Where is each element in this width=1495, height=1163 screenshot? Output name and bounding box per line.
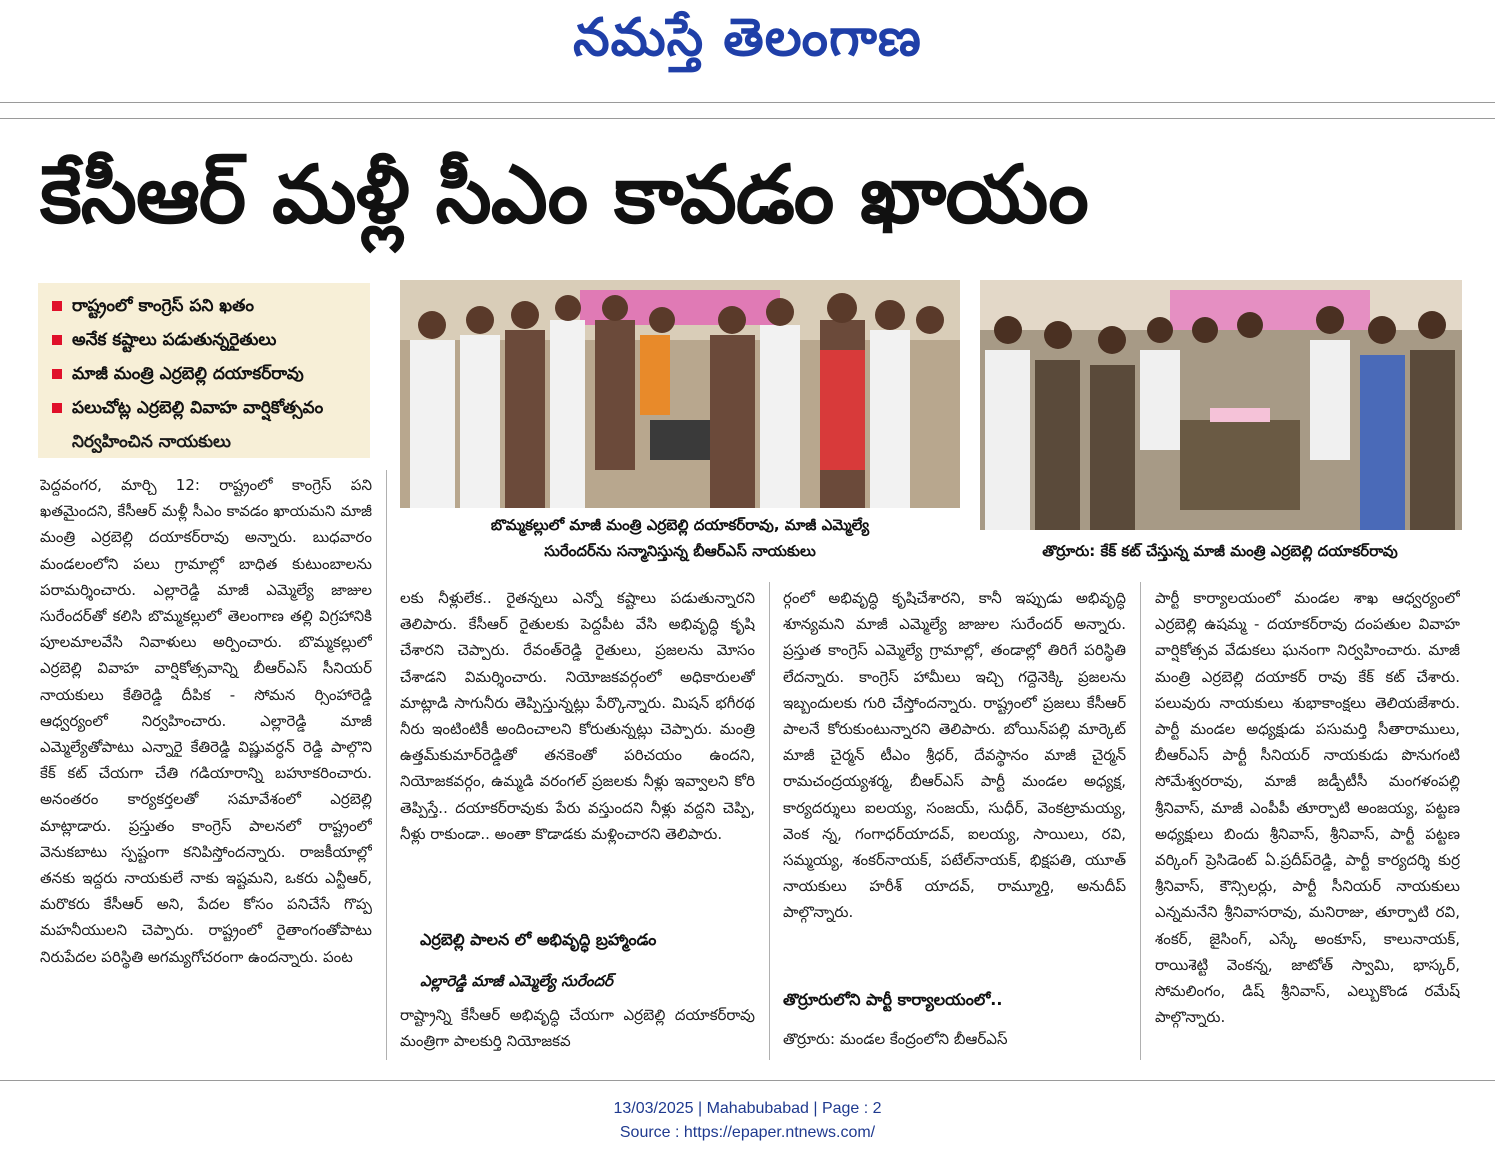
article-column-2 bbox=[400, 585, 755, 915]
bullet-icon bbox=[52, 301, 62, 311]
event-photo-torrur bbox=[980, 280, 1462, 530]
masthead-divider bbox=[0, 102, 1495, 103]
bullet-icon bbox=[52, 403, 62, 413]
page-bottom-rule bbox=[0, 1080, 1495, 1081]
highlight-text: మాజీ మంత్రి ఎర్రబెల్లి దయాకర్‌రావు bbox=[72, 364, 304, 384]
subheading: ఎర్రబెల్లి పాలన లో అభివృద్ధి బ్రహ్మాండం bbox=[420, 930, 657, 949]
masthead-title: నమస్తే తెలంగాణ bbox=[573, 8, 922, 68]
event-photo-bommakallu bbox=[400, 280, 960, 508]
article-text: పార్టీ కార్యాలయంలో మండల శాఖ ఆధ్వర్యంలో ఎర్రబెల్లి ఉషమ్మ - దయాకర్‌రావు దంపతుల వివాహ వార్షికోత్సవ వేడుకలు ఘనంగా నిర్వహించారు. మాజీ మంత్రి ఎర్రబెల్లి దయాకర్ రావు కేక్ కట్ చేశారు. పలువురు నాయకులు శుభాకాంక్షలు తెలియజేశారు. పార్టీ మండల అధ్యక్షుడు పసుమర్తి సీతారాములు, బీఆర్‌ఎస్ పార్టీ సీనియర్ నాయకుడు పొనుగంటి సోమేశ్వరరావు, మాజీ జడ్పీటీసీ మంగళంపల్లి శ్రీనివాస్, మాజీ ఎంపీపీ తూర్పాటి అంజయ్య, పట్టణ అధ్యక్షులు బిందు శ్రీనివాస్, శ్రీనివాస్, పార్టీ పట్టణ వర్కింగ్ ప్రెసిడెంట్ ఏ.ప్రదీప్‌రెడ్డి, పార్టీ కార్యదర్శి కుర్ర శ్రీనివాస్, కౌన్సిలర్లు, పార్టీ సీనియర్ నాయకులు ఎన్నమనేని శ్రీనివాసరావు, మనిరాజు, తూర్పాటి రవి, శంకర్, జైసింగ్, ఎస్కే అంకూస్, కాలునాయక్, రాయిశెట్టి వెంకన్న, జాటోత్ స్వామి, భాస్కర్, సోమలింగం, డిష్ శ్రీనివాస్, ఎల్బుకొండ రమేష్ పాల్గొన్నారు. bbox=[1155, 589, 1460, 1027]
article-column-3b bbox=[783, 1026, 1126, 1056]
article-column-1 bbox=[40, 472, 372, 1057]
article-text: రాష్ట్రాన్ని కేసీఆర్ అభివృద్ధి చేయగా ఎర్రబెల్లి దయాకర్‌రావు మంత్రిగా పాలకుర్తి నియోజకవ bbox=[400, 1006, 755, 1051]
footer-date-page: 13/03/2025 | Mahabubabad | Page : 2 bbox=[613, 1100, 882, 1117]
column-divider bbox=[769, 582, 770, 1060]
bullet-icon bbox=[52, 335, 62, 345]
highlight-text: అనేక కష్టాలు పడుతున్నరైతులు bbox=[72, 330, 277, 350]
article-text: తొర్రూరు: మండల కేంద్రంలోని బీఆర్‌ఎస్ bbox=[783, 1030, 1008, 1048]
highlight-item bbox=[46, 357, 362, 391]
headline: కేసీఆర్ మళ్లీ సీఎం కావడం ఖాయం bbox=[40, 148, 1088, 241]
article-column-2b bbox=[400, 1002, 755, 1056]
caption-line: బొమ్మకల్లులో మాజీ మంత్రి ఎర్రబెల్లి దయాకర్‌రావు, మాజీ ఎమ్మెల్యే bbox=[490, 516, 870, 534]
photo-caption-right: తొర్రూరు: కేక్ కట్ చేస్తున్న మాజీ మంత్రి ఎర్రబెల్లి దయాకర్‌రావు bbox=[1042, 542, 1398, 560]
sub-subheading: ఎల్లారెడ్డి మాజీ ఎమ్మెల్యే సురేందర్ bbox=[420, 972, 613, 990]
column-divider bbox=[1140, 582, 1141, 1060]
photo-caption-left bbox=[400, 512, 960, 564]
article-column-4 bbox=[1155, 585, 1460, 1057]
subheading: తొర్రూరులోని పార్టీ కార్యాలయంలో.. bbox=[783, 990, 1003, 1009]
article-text: లకు నీళ్లులేక.. రైతన్నలు ఎన్నో కష్టాలు పడుతున్నారని తెలిపారు. కేసీఆర్ రైతులకు పెద్దపీట వేసి అభివృద్ధి కృషి చేశారని చెప్పారు. రేవంత్‌రెడ్డి రైతులు, ప్రజలను మోసం చేశాడని విమర్శించారు. నియోజకవర్గంలో అధికారులతో మాట్లాడి సాగునీరు తెప్పిస్తున్నట్లు పేర్కొన్నారు. మిషన్ భగీరథ నీరు ఇంటింటికీ అందించాలని కోరుతున్నట్లు చెప్పారు. మంత్రి ఉత్తమ్‌కుమార్‌రెడ్డితో తనకెంతో పరిచయం ఉందని, నియోజకవర్గం, ఉమ్మడి వరంగల్ ప్రజలకు నీళ్లు ఇవ్వాలని కోరి తెప్పిస్తే.. దయాకర్‌రావుకు పేరు వస్తుందని నీళ్లు వద్దని చెప్పి, నీళ్లు రాకుండా.. అంతా కొడాడకు మళ్లించారని తెలిపారు. bbox=[400, 589, 755, 843]
footer-source: Source : https://epaper.ntnews.com/ bbox=[619, 1124, 876, 1141]
highlight-item bbox=[46, 323, 362, 357]
article-column-3 bbox=[783, 585, 1126, 970]
highlight-item bbox=[46, 289, 362, 323]
caption-line: సురేందర్‌ను సన్మానిస్తున్న బీఆర్‌ఎస్ నాయకులు bbox=[544, 542, 816, 560]
article-text: ర్గంలో అభివృద్ధి కృషిచేశారని, కానీ ఇప్పుడు అభివృద్ధి శూన్యమని మాజీ ఎమ్మెల్యే జాజుల సురేందర్ అన్నారు. ప్రస్తుత కాంగ్రెస్ ఎమ్మెల్యే గ్రామాల్లో, తండాల్లో తిరిగే పరిస్థితి లేదన్నారు. కాంగ్రెస్ హామీలు ఇచ్చి గద్దెనెక్కి ప్రజలను ఇబ్బందులకు గురి చేస్తోందన్నారు. రాష్ట్రంలో ప్రజలు కేసీఆర్ పాలనే కోరుకుంటున్నారని తెలిపారు. బోయిన్‌పల్లి మార్కెట్ మాజీ చైర్మన్ టీఎం శ్రీధర్, దేవస్థానం మాజీ చైర్మన్ రామచంద్రయ్యశర్మ, బీఆర్‌ఎస్ పార్టీ మండల అధ్యక్ష, కార్యదర్శులు ఐలయ్య, సంజయ్, సుధీర్, వెంకట్రామయ్య, వెంక న్న, గంగాధర్‌యాదవ్, ఐలయ్య, సాయిలు, రవి, సమ్మయ్య, శంకర్‌నాయక్, పటేల్‌నాయక్, భిక్షపతి, యూత్ నాయకులు హరీశ్ యాదవ్, రామ్మూర్తి, అనుదీప్ పాల్గొన్నారు. bbox=[783, 589, 1126, 922]
highlight-item bbox=[46, 391, 362, 425]
article-text: పెద్దవంగర, మార్చి 12: రాష్ట్రంలో కాంగ్రెస్ పని ఖతమైందని, కేసీఆర్ మళ్లీ సీఎం కావడం ఖాయమని మాజీ మంత్రి ఎర్రబెల్లి దయాకర్‌రావు అన్నారు. బుధవారం మండలంలోని పలు గ్రామాల్లో బాధిత కుటుంబాలను పరామర్శించారు. ఎల్లారెడ్డి మాజీ ఎమ్మెల్యే జాజుల సురేందర్‌తో కలిసి బొమ్మకల్లులో తెలంగాణ తల్లి విగ్రహానికి పూలమాలవేసి నివాళులు అర్పించారు. బొమ్మకల్లులో ఎర్రబెల్లి వివాహ వార్షికోత్సవాన్ని బీఆర్‌ఎస్ సీనియర్ నాయకులు కేతిరెడ్డి దీపిక - సోమన ర్సింహారెడ్డి ఆధ్వర్యంలో నిర్వహించారు. ఎల్లారెడ్డి మాజీ ఎమ్మెల్యేతోపాటు ఎన్నారై కేతిరెడ్డి విష్ణువర్ధన్ రెడ్డి పాల్గొని కేక్ కట్ చేయగా చేతి గడియారాన్ని బహూకరించారు. అనంతరం కార్యకర్తలతో సమావేశంలో ఎర్రబెల్లి మాట్లాడారు. ప్రస్తుతం కాంగ్రెస్ పాలనలో రాష్ట్రంలో వెనుకబాటు స్పష్టంగా కనిపిస్తోందన్నారు. రాజకీయాల్లో తనకు ఇద్దరు నాయకులే నాకు ఇష్టమని, ఒకరు ఎన్టీఆర్, మరొకరు కేసీఆర్ అని, పేదల కోసం పనిచేసే గొప్ప మహనీయులని చెప్పారు. రాష్ట్రంలో రైతాంగంతోపాటు నిరుపేదల పరిస్థితి అగమ్యగోచరంగా ఉందన్నారు. పంట bbox=[40, 476, 372, 966]
masthead-divider-2 bbox=[0, 118, 1495, 119]
highlights-box bbox=[38, 283, 370, 458]
highlight-text: పలుచోట్ల ఎర్రబెల్లి వివాహ వార్షికోత్సవం bbox=[72, 398, 324, 418]
highlight-text: రాష్ట్రంలో కాంగ్రెస్ పని ఖతం bbox=[72, 296, 254, 316]
column-divider bbox=[386, 470, 387, 1060]
highlight-continuation: నిర్వహించిన నాయకులు bbox=[72, 432, 231, 452]
bullet-icon bbox=[52, 369, 62, 379]
